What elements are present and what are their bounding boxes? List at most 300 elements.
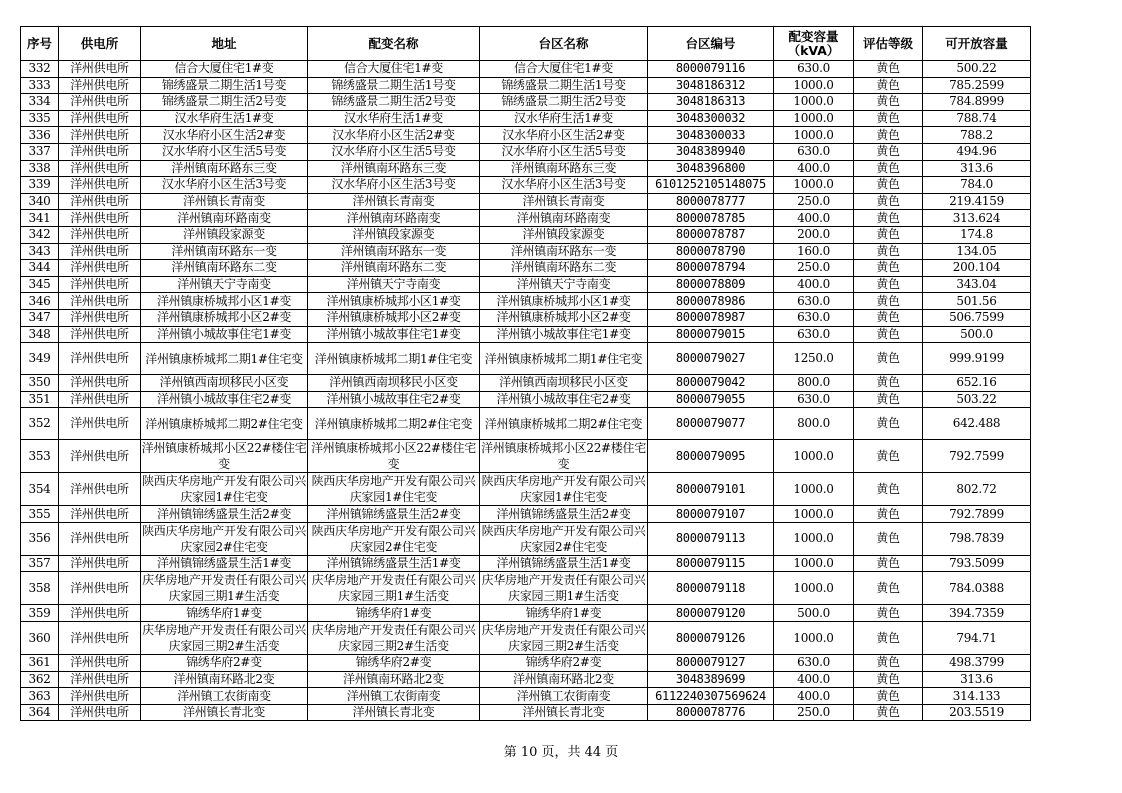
cell-capacity: 630.0 [774,391,854,408]
cell-address: 洋州镇长青北变 [141,704,308,721]
cell-address: 洋州镇南环路南变 [141,210,308,227]
cell-index: 363 [21,688,59,705]
cell-area-name: 洋州镇康桥城邦二期2#住宅变 [480,408,648,440]
table-row [21,473,1031,506]
cell-open-capacity: 784.8999 [923,94,1031,111]
cell-area-code: 6112240307569624 [648,688,774,705]
cell-open-capacity: 134.05 [923,243,1031,260]
cell-area-code: 8000079077 [648,408,774,440]
cell-area-code: 8000078987 [648,309,774,326]
cell-index: 362 [21,671,59,688]
cell-index: 341 [21,210,59,227]
cell-rating: 黄色 [854,391,923,408]
cell-station: 洋州供电所 [59,177,141,194]
cell-area-code: 8000079015 [648,326,774,343]
cell-transformer-name: 洋州镇南环路南变 [308,210,480,227]
table-row [21,671,1031,688]
cell-capacity: 630.0 [774,143,854,160]
cell-address: 洋州镇南环路东一变 [141,243,308,260]
cell-rating: 黄色 [854,506,923,523]
cell-index: 353 [21,440,59,473]
cell-index: 335 [21,110,59,127]
cell-capacity: 400.0 [774,671,854,688]
cell-capacity: 1000.0 [774,94,854,111]
cell-index: 333 [21,77,59,94]
cell-capacity: 1000.0 [774,110,854,127]
cell-rating: 黄色 [854,704,923,721]
cell-open-capacity: 788.2 [923,127,1031,144]
cell-open-capacity: 394.7359 [923,605,1031,622]
cell-area-name: 汉水华府小区生活3号变 [480,177,648,194]
cell-station: 洋州供电所 [59,506,141,523]
cell-area-name: 洋州镇锦绣盛景生活1#变 [480,555,648,572]
cell-index: 352 [21,408,59,440]
cell-area-code: 3048300033 [648,127,774,144]
cell-transformer-name: 锦绣盛景二期生活1号变 [308,77,480,94]
cell-area-code: 8000079101 [648,473,774,506]
cell-station: 洋州供电所 [59,688,141,705]
cell-area-code: 8000079113 [648,522,774,555]
cell-index: 354 [21,473,59,506]
cell-address: 陕西庆华房地产开发有限公司兴庆家园2#住宅变 [142,523,306,554]
cell-station: 洋州供电所 [59,160,141,177]
cell-rating: 黄色 [854,110,923,127]
cell-area-name: 洋州镇康桥城邦小区22#楼住宅变 [481,441,646,472]
cell-station: 洋州供电所 [59,343,141,375]
table-row [21,243,1031,260]
cell-station: 洋州供电所 [59,293,141,310]
cell-area-code: 3048186312 [648,77,774,94]
cell-capacity: 630.0 [774,61,854,78]
table-row [21,555,1031,572]
cell-rating: 黄色 [854,688,923,705]
cell-address: 洋州镇段家源变 [141,226,308,243]
cell-open-capacity: 802.72 [923,473,1031,506]
table-row [21,572,1031,605]
cell-area-name: 陕西庆华房地产开发有限公司兴庆家园1#住宅变 [480,473,648,506]
cell-address: 洋州镇天宁寺南变 [141,276,308,293]
cell-rating: 黄色 [854,555,923,572]
cell-open-capacity: 792.7899 [923,506,1031,523]
cell-open-capacity: 498.3799 [923,655,1031,672]
cell-area-name: 汉水华府小区生活2#变 [480,127,648,144]
cell-index: 357 [21,555,59,572]
table-row [21,260,1031,277]
cell-open-capacity: 506.7599 [923,309,1031,326]
cell-transformer-name: 庆华房地产开发责任有限公司兴庆家园三期1#生活变 [308,572,480,605]
cell-transformer-name: 汉水华府小区生活3号变 [308,177,480,194]
cell-transformer-name: 洋州镇工农街南变 [308,688,480,705]
cell-station: 洋州供电所 [59,522,141,555]
table-row [21,688,1031,705]
cell-area-name: 锦绣盛景二期生活2号变 [480,94,648,111]
cell-address: 洋州镇长青南变 [141,193,308,210]
cell-transformer-name: 汉水华府小区生活2#变 [308,127,480,144]
cell-station: 洋州供电所 [59,260,141,277]
cell-station: 洋州供电所 [59,704,141,721]
cell-transformer-name: 洋州镇长青南变 [308,193,480,210]
header-index: 序号 [21,27,59,61]
cell-capacity: 200.0 [774,226,854,243]
cell-area-code: 8000078790 [648,243,774,260]
cell-capacity: 1000.0 [774,555,854,572]
cell-station: 洋州供电所 [59,210,141,227]
cell-capacity: 1000.0 [774,177,854,194]
header-address: 地址 [141,27,308,61]
cell-rating: 黄色 [854,143,923,160]
cell-rating: 黄色 [854,408,923,440]
cell-area-name: 洋州镇长青南变 [480,193,648,210]
cell-capacity: 500.0 [774,605,854,622]
cell-address: 汉水华府小区生活5号变 [141,143,308,160]
cell-area-code: 8000078785 [648,210,774,227]
cell-transformer-name: 汉水华府生活1#变 [308,110,480,127]
cell-area-name: 洋州镇长青北变 [480,704,648,721]
cell-open-capacity: 788.74 [923,110,1031,127]
cell-transformer-name: 洋州镇小城故事住宅1#变 [308,326,480,343]
cell-capacity: 1000.0 [774,622,854,655]
header-area-code: 台区编号 [648,27,774,61]
cell-capacity: 1000.0 [774,127,854,144]
cell-transformer-name: 洋州镇段家源变 [308,226,480,243]
cell-capacity: 1000.0 [774,473,854,506]
cell-rating: 黄色 [854,309,923,326]
table-row [21,110,1031,127]
cell-capacity: 1250.0 [774,343,854,375]
cell-address: 锦绣盛景二期生活1号变 [141,77,308,94]
cell-open-capacity: 500.22 [923,61,1031,78]
cell-address: 汉水华府小区生活3号变 [141,177,308,194]
table-row [21,276,1031,293]
cell-area-code: 3048186313 [648,94,774,111]
cell-area-code: 3048389940 [648,143,774,160]
cell-open-capacity: 314.133 [923,688,1031,705]
cell-index: 355 [21,506,59,523]
cell-area-name: 洋州镇锦绣盛景生活2#变 [480,506,648,523]
cell-area-code: 8000078787 [648,226,774,243]
cell-capacity: 400.0 [774,688,854,705]
header-transformer-name: 配变名称 [308,27,480,61]
cell-rating: 黄色 [854,276,923,293]
cell-index: 332 [21,61,59,78]
cell-transformer-name: 洋州镇康桥城邦小区2#变 [308,309,480,326]
cell-open-capacity: 501.56 [923,293,1031,310]
cell-area-code: 8000078777 [648,193,774,210]
cell-transformer-name: 洋州镇天宁寺南变 [308,276,480,293]
cell-open-capacity: 784.0388 [923,572,1031,605]
cell-rating: 黄色 [854,260,923,277]
cell-capacity: 630.0 [774,326,854,343]
cell-address: 洋州镇康桥城邦小区2#变 [141,309,308,326]
header-row [21,27,1031,61]
cell-area-code: 8000079120 [648,605,774,622]
cell-index: 356 [21,522,59,555]
cell-transformer-name: 洋州镇康桥城邦小区1#变 [308,293,480,310]
cell-area-name: 信合大厦住宅1#变 [480,61,648,78]
cell-index: 347 [21,309,59,326]
cell-area-code: 8000079126 [648,622,774,655]
cell-area-name: 洋州镇南环路东一变 [480,243,648,260]
cell-transformer-name: 洋州镇康桥城邦小区22#楼住宅变 [308,440,480,473]
cell-transformer-name: 洋州镇南环路北2变 [308,671,480,688]
cell-index: 359 [21,605,59,622]
cell-capacity: 630.0 [774,655,854,672]
cell-open-capacity: 785.2599 [923,77,1031,94]
cell-rating: 黄色 [854,293,923,310]
cell-rating: 黄色 [854,622,923,655]
cell-rating: 黄色 [854,343,923,375]
cell-station: 洋州供电所 [59,243,141,260]
cell-area-name: 庆华房地产开发责任有限公司兴庆家园三期1#生活变 [480,572,648,605]
cell-rating: 黄色 [854,605,923,622]
cell-transformer-name: 洋州镇长青北变 [308,704,480,721]
cell-open-capacity: 784.0 [923,177,1031,194]
cell-capacity: 1000.0 [774,506,854,523]
cell-station: 洋州供电所 [59,143,141,160]
cell-station: 洋州供电所 [59,276,141,293]
cell-station: 洋州供电所 [59,110,141,127]
table-row [21,127,1031,144]
table-row [21,440,1031,473]
cell-open-capacity: 793.5099 [923,555,1031,572]
page-footer: 第 10 页，共 44 页 [503,745,619,760]
cell-index: 342 [21,226,59,243]
cell-area-name: 庆华房地产开发责任有限公司兴庆家园三期2#生活变 [480,622,648,655]
cell-capacity: 1000.0 [774,440,854,473]
cell-index: 348 [21,326,59,343]
table-row [21,160,1031,177]
cell-transformer-name: 陕西庆华房地产开发有限公司兴庆家园2#住宅变 [308,522,480,555]
cell-transformer-name: 洋州镇康桥城邦二期1#住宅变 [308,343,480,375]
cell-rating: 黄色 [854,473,923,506]
cell-open-capacity: 999.9199 [923,343,1031,375]
cell-capacity: 1000.0 [774,572,854,605]
cell-index: 340 [21,193,59,210]
cell-address: 洋州镇南环路东二变 [141,260,308,277]
table-row [21,61,1031,78]
cell-open-capacity: 494.96 [923,143,1031,160]
cell-index: 334 [21,94,59,111]
cell-capacity: 250.0 [774,260,854,277]
cell-address: 洋州镇锦绣盛景生活1#变 [141,555,308,572]
cell-address: 洋州镇小城故事住宅2#变 [141,391,308,408]
cell-rating: 黄色 [854,160,923,177]
cell-area-name: 洋州镇南环路东三变 [480,160,648,177]
cell-rating: 黄色 [854,193,923,210]
cell-open-capacity: 343.04 [923,276,1031,293]
cell-station: 洋州供电所 [59,375,141,392]
cell-rating: 黄色 [854,440,923,473]
cell-rating: 黄色 [854,77,923,94]
cell-transformer-name: 洋州镇南环路东一变 [308,243,480,260]
cell-rating: 黄色 [854,226,923,243]
cell-transformer-name: 洋州镇锦绣盛景生活1#变 [308,555,480,572]
cell-station: 洋州供电所 [59,193,141,210]
table-row [21,408,1031,440]
cell-area-code: 8000079095 [648,440,774,473]
table-row [21,391,1031,408]
cell-transformer-name: 洋州镇西南坝移民小区变 [308,375,480,392]
cell-open-capacity: 200.104 [923,260,1031,277]
cell-capacity: 250.0 [774,193,854,210]
cell-open-capacity: 219.4159 [923,193,1031,210]
cell-index: 349 [21,343,59,375]
cell-area-name: 洋州镇康桥城邦小区1#变 [480,293,648,310]
cell-station: 洋州供电所 [59,77,141,94]
cell-capacity: 1000.0 [774,77,854,94]
cell-area-code: 8000079027 [648,343,774,375]
cell-area-name: 锦绣盛景二期生活1号变 [480,77,648,94]
cell-index: 345 [21,276,59,293]
cell-transformer-name: 洋州镇南环路东三变 [308,160,480,177]
cell-station: 洋州供电所 [59,127,141,144]
cell-open-capacity: 500.0 [923,326,1031,343]
cell-index: 364 [21,704,59,721]
cell-area-code: 8000079115 [648,555,774,572]
cell-address: 洋州镇小城故事住宅1#变 [141,326,308,343]
cell-transformer-name: 洋州镇南环路东二变 [308,260,480,277]
cell-address: 洋州镇康桥城邦小区22#楼住宅变 [141,441,307,472]
cell-capacity: 800.0 [774,375,854,392]
cell-station: 洋州供电所 [59,94,141,111]
cell-open-capacity: 503.22 [923,391,1031,408]
cell-address: 洋州镇工农街南变 [141,688,308,705]
cell-open-capacity: 792.7599 [923,440,1031,473]
cell-area-name: 洋州镇天宁寺南变 [480,276,648,293]
cell-area-code: 8000078776 [648,704,774,721]
cell-area-code: 8000079042 [648,375,774,392]
cell-area-name: 汉水华府小区生活5号变 [480,143,648,160]
cell-capacity: 630.0 [774,309,854,326]
cell-area-name: 洋州镇小城故事住宅2#变 [480,391,648,408]
cell-area-name: 洋州镇小城故事住宅1#变 [480,326,648,343]
cell-transformer-name: 洋州镇康桥城邦二期2#住宅变 [308,408,480,440]
cell-station: 洋州供电所 [59,309,141,326]
cell-open-capacity: 652.16 [923,375,1031,392]
table-row [21,226,1031,243]
cell-area-code: 3048389699 [648,671,774,688]
cell-index: 337 [21,143,59,160]
cell-transformer-name: 锦绣华府2#变 [308,655,480,672]
header-station: 供电所 [59,27,141,61]
cell-open-capacity: 313.624 [923,210,1031,227]
cell-address: 庆华房地产开发责任有限公司兴庆家园三期2#生活变 [142,623,306,654]
cell-area-name: 洋州镇西南坝移民小区变 [480,375,648,392]
cell-rating: 黄色 [854,326,923,343]
table-row [21,655,1031,672]
cell-station: 洋州供电所 [59,572,141,605]
table-row [21,522,1031,555]
table-row [21,177,1031,194]
cell-index: 351 [21,391,59,408]
cell-address: 洋州镇西南坝移民小区变 [141,375,308,392]
cell-transformer-name: 陕西庆华房地产开发有限公司兴庆家园1#住宅变 [308,473,480,506]
cell-area-name: 洋州镇南环路北2变 [480,671,648,688]
cell-index: 344 [21,260,59,277]
cell-transformer-name: 锦绣华府1#变 [308,605,480,622]
cell-rating: 黄色 [854,177,923,194]
transformer-capacity-table [20,26,1031,721]
cell-address: 陕西庆华房地产开发有限公司兴庆家园1#住宅变 [142,474,306,505]
cell-capacity: 400.0 [774,276,854,293]
cell-address: 汉水华府生活1#变 [141,110,308,127]
cell-rating: 黄色 [854,655,923,672]
cell-address: 洋州镇南环路东三变 [141,160,308,177]
cell-address: 信合大厦住宅1#变 [141,61,308,78]
cell-index: 358 [21,572,59,605]
cell-station: 洋州供电所 [59,440,141,473]
cell-rating: 黄色 [854,572,923,605]
cell-index: 339 [21,177,59,194]
cell-address: 洋州镇康桥城邦二期2#住宅变 [141,408,308,440]
table-row [21,704,1031,721]
cell-station: 洋州供电所 [59,326,141,343]
cell-area-code: 8000078794 [648,260,774,277]
cell-capacity: 160.0 [774,243,854,260]
cell-area-code: 8000079127 [648,655,774,672]
cell-rating: 黄色 [854,210,923,227]
cell-area-name: 汉水华府生活1#变 [480,110,648,127]
cell-index: 343 [21,243,59,260]
cell-address: 洋州镇康桥城邦小区1#变 [141,293,308,310]
cell-address: 洋州镇锦绣盛景生活2#变 [141,506,308,523]
cell-area-name: 锦绣华府2#变 [480,655,648,672]
cell-capacity: 630.0 [774,293,854,310]
cell-rating: 黄色 [854,375,923,392]
cell-area-name: 洋州镇南环路南变 [480,210,648,227]
cell-rating: 黄色 [854,94,923,111]
cell-station: 洋州供电所 [59,555,141,572]
cell-index: 336 [21,127,59,144]
cell-open-capacity: 313.6 [923,160,1031,177]
cell-capacity: 1000.0 [774,522,854,555]
table-row [21,143,1031,160]
cell-capacity: 800.0 [774,408,854,440]
cell-station: 洋州供电所 [59,408,141,440]
cell-open-capacity: 203.5519 [923,704,1031,721]
cell-area-code: 3048396800 [648,160,774,177]
cell-area-code: 8000078986 [648,293,774,310]
cell-capacity: 250.0 [774,704,854,721]
cell-area-name: 锦绣华府1#变 [480,605,648,622]
cell-area-code: 8000079118 [648,572,774,605]
cell-open-capacity: 174.8 [923,226,1031,243]
table-row [21,193,1031,210]
header-area-name: 台区名称 [480,27,648,61]
cell-open-capacity: 794.71 [923,622,1031,655]
cell-open-capacity: 642.488 [923,408,1031,440]
table-row [21,77,1031,94]
cell-transformer-name: 洋州镇锦绣盛景生活2#变 [308,506,480,523]
cell-area-name: 洋州镇康桥城邦小区2#变 [480,309,648,326]
cell-address: 锦绣盛景二期生活2号变 [141,94,308,111]
cell-transformer-name: 洋州镇小城故事住宅2#变 [308,391,480,408]
cell-station: 洋州供电所 [59,391,141,408]
cell-area-name: 洋州镇康桥城邦二期1#住宅变 [480,343,648,375]
cell-rating: 黄色 [854,243,923,260]
table-row [21,375,1031,392]
cell-area-name: 洋州镇段家源变 [480,226,648,243]
cell-index: 360 [21,622,59,655]
header-open-capacity: 可开放容量 [923,27,1031,61]
cell-area-code: 3048300032 [648,110,774,127]
header-capacity: 配变容量 （kVA） [774,27,854,61]
table-row [21,309,1031,326]
table-row [21,605,1031,622]
cell-address: 锦绣华府1#变 [141,605,308,622]
cell-capacity: 400.0 [774,210,854,227]
cell-area-code: 8000079116 [648,61,774,78]
